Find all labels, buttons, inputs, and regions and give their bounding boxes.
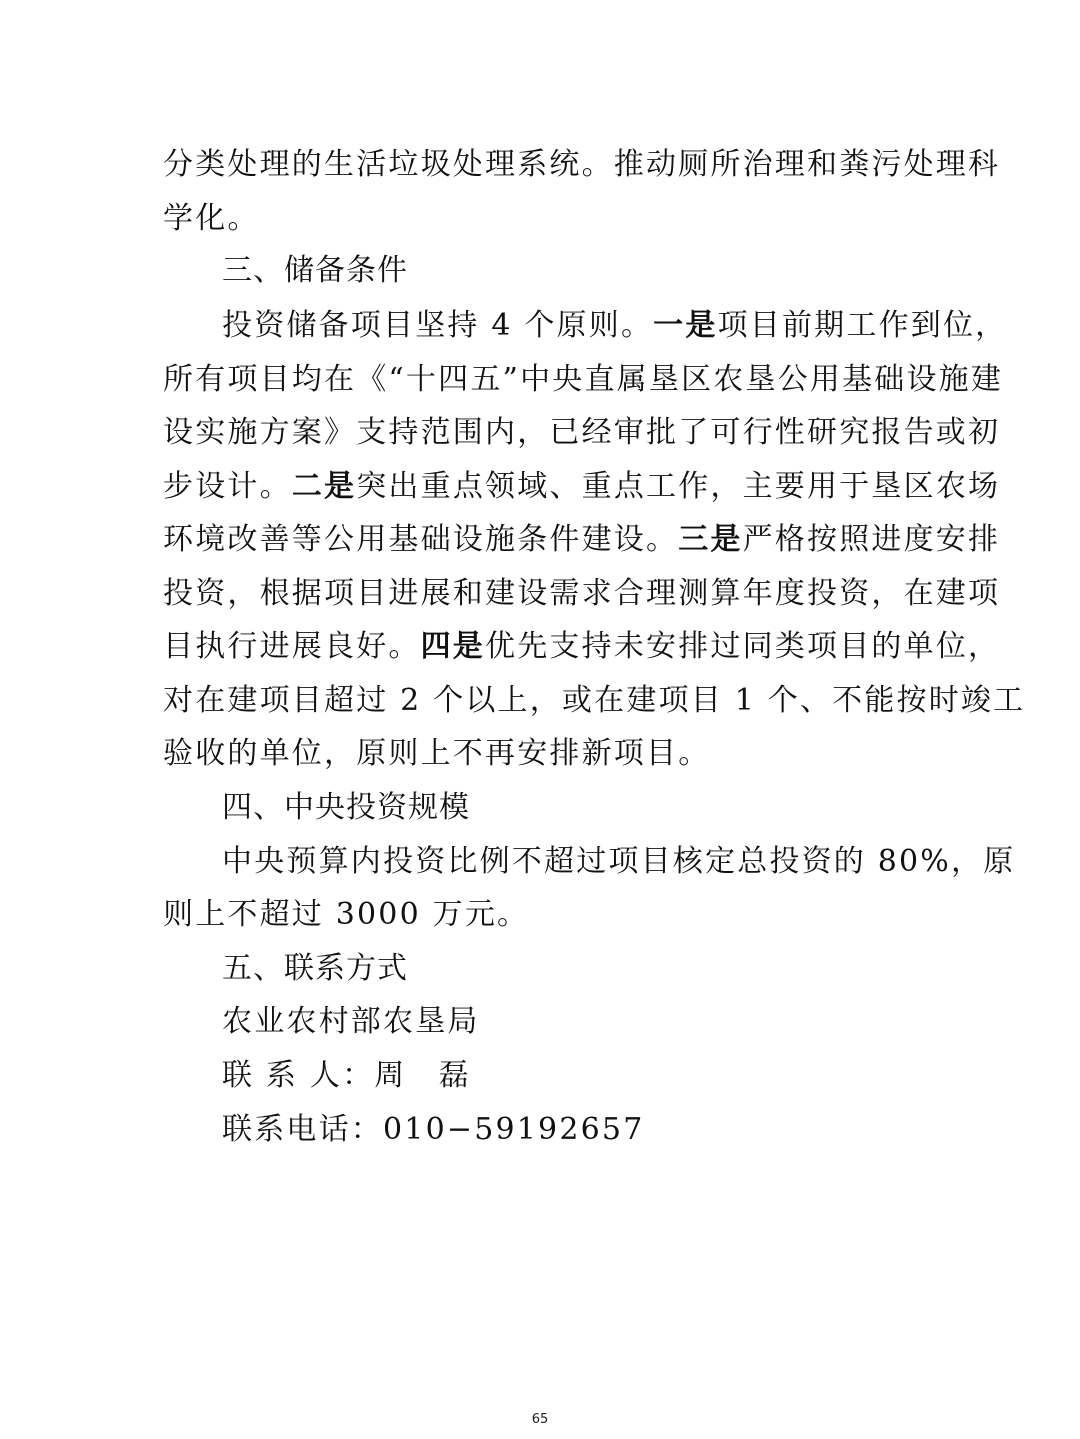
contact-person-label: 联 系 人： — [222, 1058, 375, 1093]
text-run: 项目前期工作到位， — [717, 308, 1008, 343]
paragraph-line: 则上不超过 3000 万元。 — [163, 897, 530, 932]
contact-person-row — [222, 1056, 923, 1096]
emphasis-text: 三是 — [678, 522, 743, 557]
text-run: 步设计。 — [163, 469, 292, 504]
text-run: 投资储备项目坚持 4 个原则。 — [222, 308, 654, 343]
contact-person-name: 周 磊 — [374, 1058, 471, 1093]
emphasis-text: 二是 — [291, 469, 357, 504]
contact-organization: 农业农村部农垦局 — [222, 1004, 480, 1039]
text-run: 突出重点领域、重点工作，主要用于垦区农场 — [356, 469, 1001, 504]
text-run: 严格按照进度安排 — [742, 522, 1001, 557]
text-run: 目执行进展良好。 — [163, 629, 421, 664]
paragraph-line — [163, 520, 1001, 560]
text-run: 环境改善等公用基础设施条件建设。 — [163, 522, 679, 557]
paragraph-line: 学化。 — [163, 201, 260, 236]
paragraph-line: 验收的单位，原则上不再安排新项目。 — [163, 736, 711, 771]
paragraph-line: 中央预算内投资比例不超过项目核定总投资的 80%，原 — [222, 844, 1016, 879]
paragraph-line: 分类处理的生活垃圾处理系统。推动厕所治理和粪污处理科 — [163, 147, 1001, 182]
paragraph-line: 所有项目均在《“十四五”中央直属垦区农垦公用基础设施建 — [163, 362, 1004, 397]
emphasis-text: 四是 — [420, 629, 486, 664]
paragraph-line: 对在建项目超过 2 个以上，或在建项目 1 个、不能按时竣工 — [163, 683, 1026, 718]
paragraph-line — [222, 306, 1008, 346]
section-heading-3: 三、储备条件 — [222, 253, 408, 288]
paragraph-line: 设实施方案》支持范围内，已经审批了可行性研究报告或初 — [163, 415, 1001, 450]
page-number: 65 — [531, 1412, 549, 1427]
section-heading-4: 四、中央投资规模 — [222, 790, 470, 825]
contact-phone-label: 联系电话： — [222, 1112, 383, 1147]
emphasis-text: 一是 — [653, 308, 718, 343]
section-heading-5: 五、联系方式 — [222, 951, 408, 986]
contact-phone-number: 010−59192657 — [383, 1112, 645, 1147]
paragraph-line — [163, 467, 1001, 507]
paragraph-line — [163, 627, 1001, 667]
contact-phone-row — [222, 1110, 923, 1150]
paragraph-line: 投资，根据项目进展和建设需求合理测算年度投资，在建项 — [163, 576, 1001, 611]
text-run: 优先支持未安排过同类项目的单位， — [485, 629, 1001, 664]
